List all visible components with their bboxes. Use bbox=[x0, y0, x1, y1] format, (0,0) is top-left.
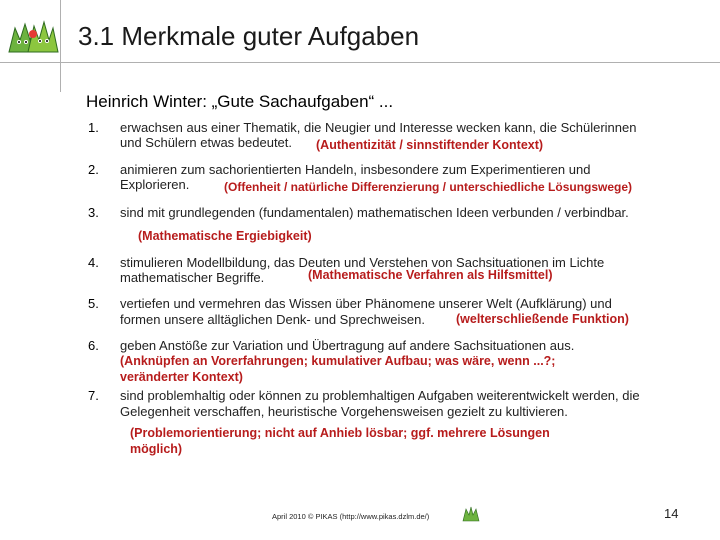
item-4-line-2: mathematischer Begriffe. bbox=[120, 270, 265, 285]
item-1-note: (Authentizität / sinnstiftender Kontext) bbox=[316, 138, 544, 152]
item-number-1: 1. bbox=[88, 120, 99, 135]
page-number: 14 bbox=[664, 506, 679, 521]
item-6-line-1: geben Anstöße zur Variation und Übertragung auf andere Sachsituationen aus. bbox=[120, 338, 575, 353]
item-5-line-2: formen unsere alltäglichen Denk- und Sprechweisen. bbox=[120, 312, 425, 327]
item-1-line-2: und Schülern etwas bedeutet. bbox=[120, 135, 293, 150]
slide-title: 3.1 Merkmale guter Aufgaben bbox=[78, 21, 420, 51]
item-2-line-1: animieren zum sachorientierten Handeln, insbesondere zum Experimentieren und bbox=[120, 162, 591, 177]
item-2-note: (Offenheit / natürliche Differenzierung / unterschiedliche Lösungswege) bbox=[224, 180, 633, 194]
item-number-7: 7. bbox=[88, 388, 99, 403]
pikas-logo-icon bbox=[6, 14, 60, 56]
item-number-3: 3. bbox=[88, 205, 99, 220]
item-6-note-line-2: veränderter Kontext) bbox=[120, 370, 243, 384]
item-2-line-2: Explorieren. bbox=[120, 177, 190, 192]
item-7-note-line-1: (Problemorientierung; nicht auf Anhieb lösbar; ggf. mehrere Lösungen bbox=[130, 426, 550, 440]
item-number-5: 5. bbox=[88, 296, 99, 311]
item-5-line-1: vertiefen und vermehren das Wissen über Phänomene unserer Welt (Aufklärung) und bbox=[120, 296, 612, 311]
pikas-small-logo-icon bbox=[462, 504, 480, 522]
item-4-line-1: stimulieren Modellbildung, das Deuten und Verstehen von Sachsituationen im Lichte bbox=[120, 255, 605, 270]
item-6-note-line-1: (Anknüpfen an Vorerfahrungen; kumulativer Aufbau; was wäre, wenn ...?; bbox=[120, 354, 556, 368]
footer-copyright: April 2010 © PIKAS (http://www.pikas.dzlm.de/) bbox=[272, 512, 430, 521]
item-7-note-line-2: möglich) bbox=[130, 442, 183, 456]
item-4-note: (Mathematische Verfahren als Hilfsmittel) bbox=[308, 268, 553, 282]
item-1-line-1: erwachsen aus einer Thematik, die Neugier und Interesse wecken kann, die Schülerinnen bbox=[120, 120, 637, 135]
slide-subtitle: Heinrich Winter: „Gute Sachaufgaben“ ... bbox=[86, 92, 394, 111]
item-5-note: (welterschließende Funktion) bbox=[456, 312, 629, 326]
header-horizontal-divider bbox=[0, 62, 720, 63]
item-number-2: 2. bbox=[88, 162, 99, 177]
item-number-6: 6. bbox=[88, 338, 99, 353]
item-7-line-1: sind problemhaltig oder können zu problemhaltigen Aufgaben weiterentwickelt werden, die bbox=[120, 388, 640, 403]
item-3-note: (Mathematische Ergiebigkeit) bbox=[138, 229, 312, 243]
header-vertical-divider bbox=[60, 0, 61, 92]
item-7-line-2: Gelegenheit verschaffen, heuristische Vorgehensweisen gezielt zu kultivieren. bbox=[120, 404, 568, 419]
item-number-4: 4. bbox=[88, 255, 99, 270]
item-3-line-1: sind mit grundlegenden (fundamentalen) mathematischen Ideen verbunden / verbindbar. bbox=[120, 205, 629, 220]
